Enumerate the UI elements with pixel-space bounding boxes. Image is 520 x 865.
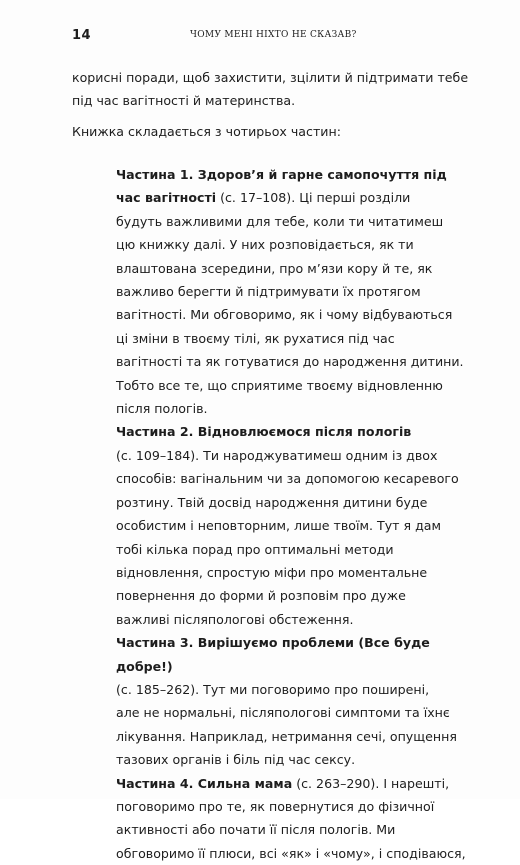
page-header [72,28,480,48]
part-2-title: Частина 2. Відновлюємося після пологів [116,424,412,440]
part-1-line: вагітності та як готуватися до народження дитини. [116,354,464,370]
part-2-title-line [116,420,486,443]
part-1-line: після пологів. [116,401,208,417]
part-1-title: Частина 1. Здоров’я й гарне самопочуття під [116,167,447,182]
part-3-title-line [116,631,486,678]
part-2-line: повернення до форми й розповім про дуже [116,588,406,604]
part-1-line: вагітності. Ми обговоримо, як і чому відбуваються [116,307,453,323]
part-4-title: Частина 4. Сильна мама [116,775,293,791]
intro-paragraph [72,66,482,113]
part-1-title-line [116,163,486,186]
part-1-line: Тобто все те, що сприятиме твоєму відновленню [116,377,443,393]
part-2-line: тобі кілька порад про оптимальні методи [116,541,394,557]
part-2-line: особистим і неповторним, лише твоїм. Тут я дам [116,518,442,534]
part-1 [116,163,486,420]
part-4-title-line [116,772,486,795]
part-4-pages: (с. 263–290). І нарешті, [292,775,450,791]
part-1-line: влаштована зсередини, про м’язи кору й те, як [116,260,433,276]
part-3 [116,631,486,771]
part-4-line: обговоримо її плюси, всі «як» і «чому», і сподіваюся, [116,845,466,861]
part-2-line: розтину. Твій досвід народження дитини буде [116,494,428,510]
part-3-line: лікування. Наприклад, нетримання сечі, опущення [116,728,457,744]
part-4 [116,772,486,865]
part-3-line: (с. 185–262). Тут ми поговоримо про поширені, [116,681,430,697]
page-number: 14 [72,28,92,43]
part-2-line: способів: вагінальним чи за допомогою кесаревого [116,471,459,487]
part-4-line: поговоримо про те, як повернутися до фізичної [116,798,435,814]
parts-list [116,163,486,865]
part-2-line: важливі післяпологові обстеження. [116,611,354,627]
running-title: ЧОМУ МЕНІ НІХТО НЕ СКАЗАВ? [190,30,357,40]
part-1-pages: (с. 17–108). Ці перші розділи [216,190,411,206]
part-3-line: але не нормальні, післяпологові симптоми та їхнє [116,705,450,721]
intro-line: корисні поради, щоб захистити, зцілити й підтримати тебе [72,70,469,85]
lead-line: Книжка складається з чотирьох частин: [72,124,341,139]
part-2-line: (с. 109–184). Ти народжуватимеш одним із двох [116,447,438,463]
part-1-line: важливо берегти й підтримувати їх протягом [116,284,421,300]
part-2-line: відновлення, спростую міфи про моментальне [116,564,428,580]
part-3-title: Частина 3. Вирішуємо проблеми (Все буде добре!) [116,635,430,674]
part-1-line: будуть важливими для тебе, коли ти читатимеш [116,213,444,229]
part-1-title-line [116,186,486,209]
part-1-line: цю книжку далі. У них розповідається, як ти [116,237,414,253]
lead-paragraph [72,120,482,143]
part-1-line: ці зміни в твоєму тілі, як рухатися під час [116,330,395,346]
part-3-line: тазових органів і біль під час сексу. [116,752,356,768]
intro-line: під час вагітності й материнства. [72,93,296,109]
part-4-line: активності або почати її після пологів. Ми [116,822,396,838]
part-2 [116,420,486,631]
part-1-title-cont: час вагітності [116,190,217,206]
